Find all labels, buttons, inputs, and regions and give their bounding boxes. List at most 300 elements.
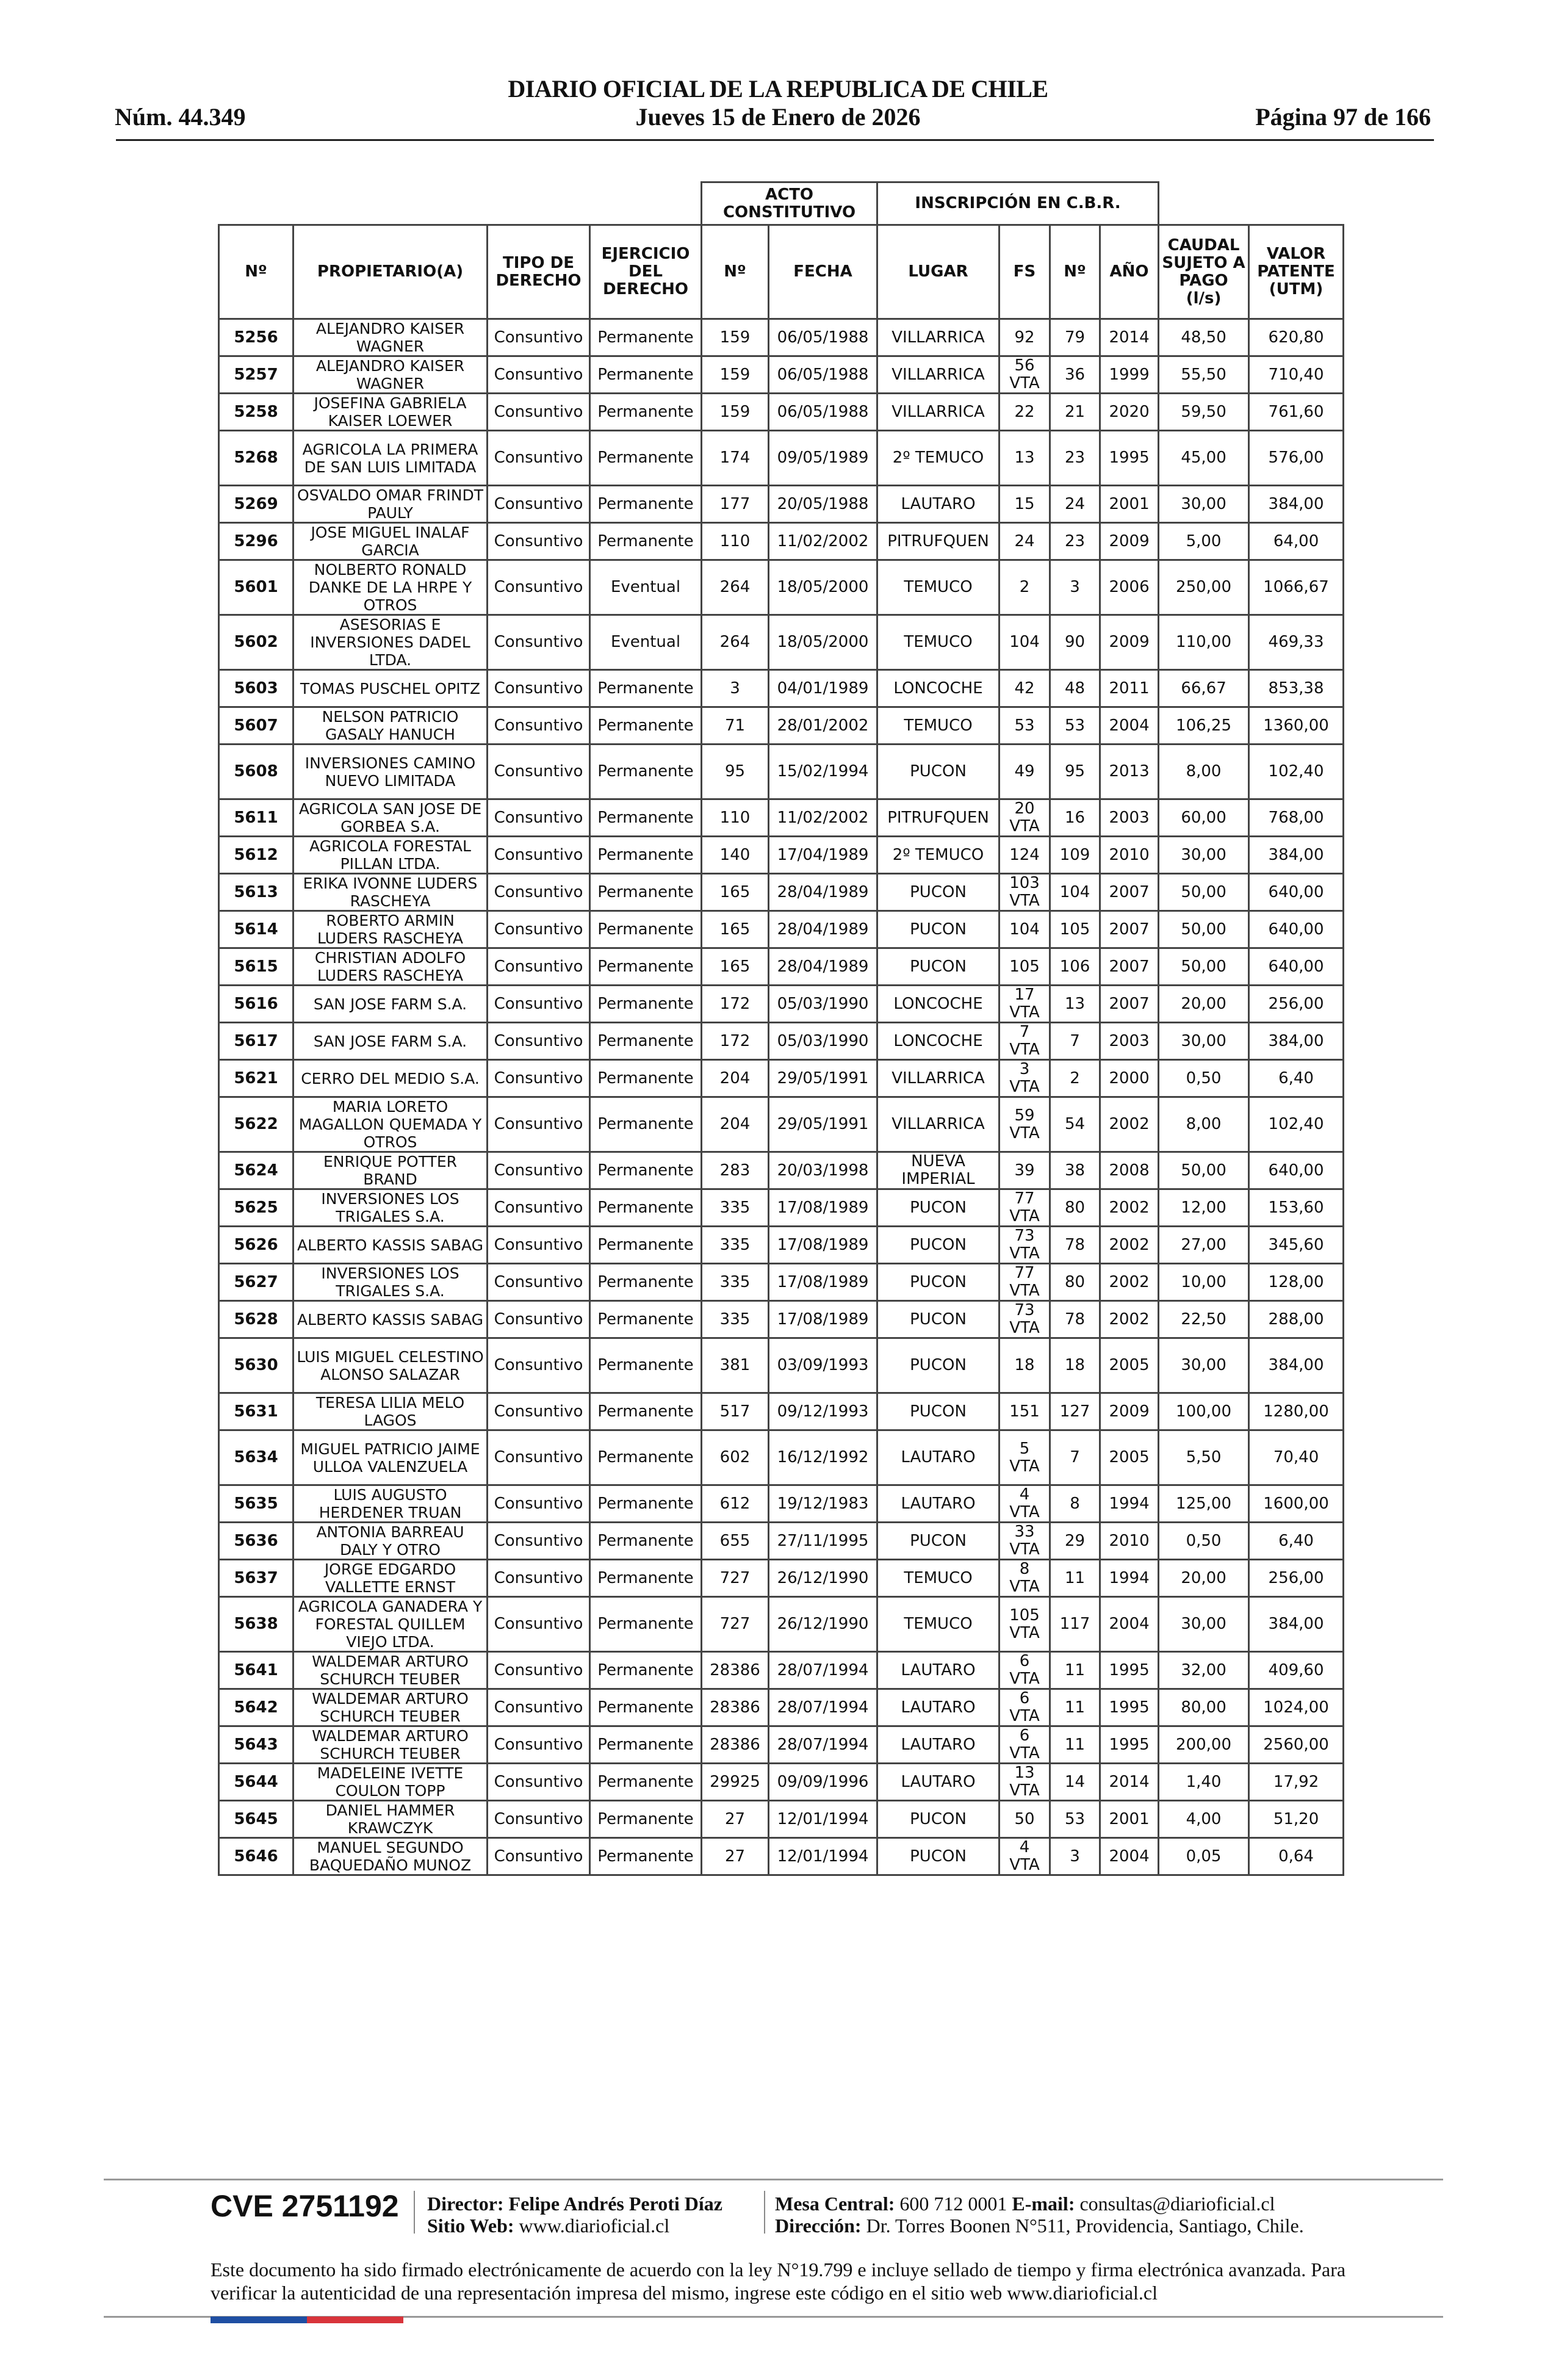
cell-valor-patente: 640,00 (1249, 1152, 1344, 1189)
cell-valor-patente: 469,33 (1249, 615, 1344, 670)
table-row (219, 1301, 1344, 1338)
cell-anio: 1994 (1100, 1485, 1159, 1523)
cell-acto-numero: 28386 (702, 1652, 769, 1689)
cell-fecha: 28/07/1994 (769, 1689, 877, 1726)
cell-inscripcion-numero: 90 (1050, 615, 1100, 670)
cell-anio: 2013 (1100, 745, 1159, 799)
cell-propietario: CHRISTIAN ADOLFO LUDERS RASCHEYA (294, 948, 488, 986)
cell-anio: 2004 (1100, 1838, 1159, 1875)
flag-stripe-blue (211, 2317, 307, 2323)
cell-caudal: 1,40 (1159, 1764, 1249, 1801)
cell-valor-patente: 1066,67 (1249, 560, 1344, 615)
cell-caudal: 80,00 (1159, 1689, 1249, 1726)
newspaper-title: DIARIO OFICIAL DE LA REPUBLICA DE CHILE (508, 75, 1048, 103)
cell-inscripcion-numero: 109 (1050, 837, 1100, 874)
cell-fs: 6 VTA (1000, 1652, 1050, 1689)
cell-caudal: 66,67 (1159, 670, 1249, 707)
cell-anio: 2014 (1100, 1764, 1159, 1801)
cell-acto-numero: 110 (702, 523, 769, 560)
cell-anio: 2007 (1100, 986, 1159, 1023)
cell-lugar: PUCON (877, 745, 1000, 799)
table-row (219, 1264, 1344, 1301)
table-row (219, 1523, 1344, 1560)
cell-lugar: PUCON (877, 911, 1000, 948)
cell-acto-numero: 159 (702, 394, 769, 431)
table-row (219, 745, 1344, 799)
cell-valor-patente: 768,00 (1249, 799, 1344, 837)
footer-contact-block (775, 2193, 1304, 2237)
cell-lugar: VILLARRICA (877, 1060, 1000, 1097)
cell-acto-numero: 174 (702, 431, 769, 486)
cell-numero: 5621 (219, 1060, 294, 1097)
cell-inscripcion-numero: 80 (1050, 1264, 1100, 1301)
cell-tipo-derecho: Consuntivo (488, 1689, 590, 1726)
cell-caudal: 200,00 (1159, 1726, 1249, 1764)
cell-numero: 5622 (219, 1097, 294, 1152)
cell-anio: 2007 (1100, 911, 1159, 948)
table-row (219, 986, 1344, 1023)
cell-lugar: PUCON (877, 1393, 1000, 1430)
cell-fs: 103 VTA (1000, 874, 1050, 911)
cell-fecha: 27/11/1995 (769, 1523, 877, 1560)
cell-valor-patente: 384,00 (1249, 486, 1344, 523)
issue-number: Núm. 44.349 (115, 103, 246, 131)
cell-acto-numero: 27 (702, 1801, 769, 1838)
cell-fs: 3 VTA (1000, 1060, 1050, 1097)
mesa-phone: 600 712 0001 (899, 2193, 1007, 2215)
cell-lugar: PUCON (877, 1264, 1000, 1301)
cell-fs: 15 (1000, 486, 1050, 523)
cell-fecha: 03/09/1993 (769, 1338, 877, 1393)
cell-ejercicio: Permanente (590, 1189, 702, 1227)
cell-fs: 6 VTA (1000, 1726, 1050, 1764)
cell-fecha: 17/08/1989 (769, 1227, 877, 1264)
cell-propietario: INVERSIONES CAMINO NUEVO LIMITADA (294, 745, 488, 799)
cell-inscripcion-numero: 3 (1050, 560, 1100, 615)
col-numero: Nº (219, 225, 294, 319)
cell-propietario: TOMAS PUSCHEL OPITZ (294, 670, 488, 707)
cell-valor-patente: 6,40 (1249, 1523, 1344, 1560)
cell-anio: 2020 (1100, 394, 1159, 431)
cell-fs: 39 (1000, 1152, 1050, 1189)
table-row (219, 1726, 1344, 1764)
cell-caudal: 59,50 (1159, 394, 1249, 431)
cell-lugar: LAUTARO (877, 1485, 1000, 1523)
email-label: E-mail: (1012, 2193, 1075, 2215)
cell-acto-numero: 172 (702, 1023, 769, 1060)
cell-fecha: 20/05/1988 (769, 486, 877, 523)
cell-ejercicio: Permanente (590, 1097, 702, 1152)
cell-tipo-derecho: Consuntivo (488, 1023, 590, 1060)
cell-tipo-derecho: Consuntivo (488, 911, 590, 948)
cell-fs: 42 (1000, 670, 1050, 707)
cell-ejercicio: Permanente (590, 1264, 702, 1301)
cell-fecha: 11/02/2002 (769, 799, 877, 837)
footer-separator (414, 2191, 415, 2234)
cell-numero: 5625 (219, 1189, 294, 1227)
cell-inscripcion-numero: 104 (1050, 874, 1100, 911)
cell-numero: 5613 (219, 874, 294, 911)
table-row (219, 523, 1344, 560)
cell-caudal: 50,00 (1159, 911, 1249, 948)
cell-caudal: 106,25 (1159, 707, 1249, 745)
cell-anio: 2002 (1100, 1227, 1159, 1264)
cell-ejercicio: Permanente (590, 1689, 702, 1726)
cell-tipo-derecho: Consuntivo (488, 1430, 590, 1485)
table-row (219, 1023, 1344, 1060)
cell-valor-patente: 153,60 (1249, 1189, 1344, 1227)
cell-caudal: 30,00 (1159, 837, 1249, 874)
cell-numero: 5635 (219, 1485, 294, 1523)
cell-acto-numero: 602 (702, 1430, 769, 1485)
cell-lugar: LAUTARO (877, 1689, 1000, 1726)
cell-fecha: 06/05/1988 (769, 319, 877, 356)
cell-ejercicio: Permanente (590, 911, 702, 948)
cell-fs: 17 VTA (1000, 986, 1050, 1023)
table-row (219, 1430, 1344, 1485)
table-row (219, 874, 1344, 911)
cell-fs: 13 VTA (1000, 1764, 1050, 1801)
col-ejercicio: EJERCICIO DEL DERECHO (590, 225, 702, 319)
email-address[interactable]: consultas@diarioficial.cl (1079, 2193, 1275, 2215)
cell-propietario: LUIS AUGUSTO HERDENER TRUAN (294, 1485, 488, 1523)
cell-propietario: DANIEL HAMMER KRAWCZYK (294, 1801, 488, 1838)
cell-inscripcion-numero: 36 (1050, 356, 1100, 394)
cell-ejercicio: Permanente (590, 431, 702, 486)
cell-tipo-derecho: Consuntivo (488, 523, 590, 560)
cell-ejercicio: Permanente (590, 486, 702, 523)
cell-propietario: MADELEINE IVETTE COULON TOPP (294, 1764, 488, 1801)
cell-fs: 4 VTA (1000, 1485, 1050, 1523)
cell-numero: 5627 (219, 1264, 294, 1301)
cell-valor-patente: 640,00 (1249, 874, 1344, 911)
cell-numero: 5601 (219, 560, 294, 615)
cell-numero: 5626 (219, 1227, 294, 1264)
cell-lugar: TEMUCO (877, 1560, 1000, 1597)
cell-fecha: 05/03/1990 (769, 1023, 877, 1060)
cell-numero: 5608 (219, 745, 294, 799)
table-row (219, 615, 1344, 670)
cell-propietario: JORGE EDGARDO VALLETTE ERNST (294, 1560, 488, 1597)
cell-inscripcion-numero: 117 (1050, 1597, 1100, 1652)
header-divider (116, 139, 1434, 141)
cell-acto-numero: 655 (702, 1523, 769, 1560)
cell-inscripcion-numero: 127 (1050, 1393, 1100, 1430)
group-header-inscripcion: INSCRIPCIÓN EN C.B.R. (877, 182, 1159, 225)
cell-propietario: AGRICOLA FORESTAL PILLAN LTDA. (294, 837, 488, 874)
cell-inscripcion-numero: 29 (1050, 1523, 1100, 1560)
cell-valor-patente: 710,40 (1249, 356, 1344, 394)
cell-anio: 2009 (1100, 1393, 1159, 1430)
cell-valor-patente: 620,80 (1249, 319, 1344, 356)
cell-numero: 5637 (219, 1560, 294, 1597)
cell-ejercicio: Permanente (590, 1597, 702, 1652)
cell-inscripcion-numero: 95 (1050, 745, 1100, 799)
cell-fs: 77 VTA (1000, 1264, 1050, 1301)
cell-ejercicio: Permanente (590, 1485, 702, 1523)
cell-tipo-derecho: Consuntivo (488, 1560, 590, 1597)
cell-propietario: ALEJANDRO KAISER WAGNER (294, 356, 488, 394)
cell-lugar: LONCOCHE (877, 670, 1000, 707)
cell-valor-patente: 1280,00 (1249, 1393, 1344, 1430)
cell-fecha: 09/05/1989 (769, 431, 877, 486)
cell-propietario: ROBERTO ARMIN LUDERS RASCHEYA (294, 911, 488, 948)
cell-acto-numero: 159 (702, 319, 769, 356)
cell-propietario: AGRICOLA GANADERA Y FORESTAL QUILLEM VIEJO LTDA. (294, 1597, 488, 1652)
cell-ejercicio: Permanente (590, 986, 702, 1023)
cell-anio: 1999 (1100, 356, 1159, 394)
cell-lugar: 2º TEMUCO (877, 431, 1000, 486)
cell-lugar: LAUTARO (877, 1726, 1000, 1764)
cell-caudal: 0,50 (1159, 1523, 1249, 1560)
cell-fs: 4 VTA (1000, 1838, 1050, 1875)
cell-numero: 5602 (219, 615, 294, 670)
table-row (219, 911, 1344, 948)
cell-valor-patente: 640,00 (1249, 948, 1344, 986)
cell-anio: 2007 (1100, 948, 1159, 986)
footer-director-block (427, 2193, 722, 2237)
table-row (219, 486, 1344, 523)
cell-caudal: 8,00 (1159, 745, 1249, 799)
table-row (219, 1485, 1344, 1523)
cell-ejercicio: Permanente (590, 1060, 702, 1097)
cell-acto-numero: 283 (702, 1152, 769, 1189)
cell-lugar: PUCON (877, 1338, 1000, 1393)
cell-tipo-derecho: Consuntivo (488, 837, 590, 874)
table-row (219, 1597, 1344, 1652)
cell-lugar: PUCON (877, 1523, 1000, 1560)
cell-inscripcion-numero: 11 (1050, 1726, 1100, 1764)
table-row (219, 560, 1344, 615)
cell-inscripcion-numero: 11 (1050, 1652, 1100, 1689)
cell-fs: 49 (1000, 745, 1050, 799)
cell-inscripcion-numero: 7 (1050, 1430, 1100, 1485)
cell-anio: 2003 (1100, 1023, 1159, 1060)
cell-numero: 5614 (219, 911, 294, 948)
cell-ejercicio: Eventual (590, 615, 702, 670)
cell-acto-numero: 3 (702, 670, 769, 707)
cell-fecha: 15/02/1994 (769, 745, 877, 799)
cell-ejercicio: Permanente (590, 1652, 702, 1689)
cell-tipo-derecho: Consuntivo (488, 1060, 590, 1097)
table-row (219, 1338, 1344, 1393)
cell-numero: 5643 (219, 1726, 294, 1764)
cell-valor-patente: 384,00 (1249, 1338, 1344, 1393)
cell-lugar: LAUTARO (877, 486, 1000, 523)
cell-fs: 7 VTA (1000, 1023, 1050, 1060)
cell-fecha: 28/01/2002 (769, 707, 877, 745)
cell-lugar: PUCON (877, 1838, 1000, 1875)
cell-tipo-derecho: Consuntivo (488, 1189, 590, 1227)
cell-propietario: WALDEMAR ARTURO SCHURCH TEUBER (294, 1689, 488, 1726)
cell-acto-numero: 335 (702, 1264, 769, 1301)
table-body (219, 319, 1344, 1875)
director-name: Felipe Andrés Peroti Díaz (508, 2193, 722, 2215)
cell-fs: 2 (1000, 560, 1050, 615)
cell-fecha: 12/01/1994 (769, 1801, 877, 1838)
cell-fecha: 12/01/1994 (769, 1838, 877, 1875)
cell-numero: 5638 (219, 1597, 294, 1652)
table-header (219, 182, 1344, 319)
cell-propietario: AGRICOLA LA PRIMERA DE SAN LUIS LIMITADA (294, 431, 488, 486)
table-row (219, 1560, 1344, 1597)
cell-acto-numero: 28386 (702, 1726, 769, 1764)
cell-inscripcion-numero: 24 (1050, 486, 1100, 523)
cell-fecha: 28/07/1994 (769, 1652, 877, 1689)
cell-fecha: 28/07/1994 (769, 1726, 877, 1764)
cell-fecha: 28/04/1989 (769, 911, 877, 948)
cell-numero: 5611 (219, 799, 294, 837)
cell-acto-numero: 165 (702, 911, 769, 948)
cell-fs: 124 (1000, 837, 1050, 874)
cell-ejercicio: Eventual (590, 560, 702, 615)
cell-propietario: NELSON PATRICIO GASALY HANUCH (294, 707, 488, 745)
cve-code: CVE 2751192 (211, 2189, 399, 2223)
cell-caudal: 50,00 (1159, 874, 1249, 911)
col-valor-patente: VALOR PATENTE (UTM) (1249, 225, 1344, 319)
cell-fs: 18 (1000, 1338, 1050, 1393)
cell-caudal: 8,00 (1159, 1097, 1249, 1152)
table-row (219, 1152, 1344, 1189)
cell-numero: 5269 (219, 486, 294, 523)
cell-lugar: LAUTARO (877, 1652, 1000, 1689)
cell-tipo-derecho: Consuntivo (488, 1301, 590, 1338)
cell-caudal: 60,00 (1159, 799, 1249, 837)
cell-tipo-derecho: Consuntivo (488, 799, 590, 837)
cell-caudal: 0,05 (1159, 1838, 1249, 1875)
cell-fecha: 26/12/1990 (769, 1597, 877, 1652)
site-url[interactable]: www.diarioficial.cl (519, 2215, 670, 2237)
cell-ejercicio: Permanente (590, 1301, 702, 1338)
cell-caudal: 32,00 (1159, 1652, 1249, 1689)
cell-tipo-derecho: Consuntivo (488, 745, 590, 799)
cell-acto-numero: 172 (702, 986, 769, 1023)
cell-caudal: 10,00 (1159, 1264, 1249, 1301)
table-row (219, 799, 1344, 837)
cell-tipo-derecho: Consuntivo (488, 1097, 590, 1152)
cell-fs: 104 (1000, 615, 1050, 670)
cell-acto-numero: 335 (702, 1227, 769, 1264)
cell-anio: 2005 (1100, 1338, 1159, 1393)
cell-acto-numero: 335 (702, 1189, 769, 1227)
cell-valor-patente: 288,00 (1249, 1301, 1344, 1338)
cell-anio: 2010 (1100, 837, 1159, 874)
cell-lugar: PUCON (877, 1801, 1000, 1838)
cell-numero: 5612 (219, 837, 294, 874)
cell-fecha: 06/05/1988 (769, 356, 877, 394)
table-row (219, 356, 1344, 394)
cell-ejercicio: Permanente (590, 1726, 702, 1764)
cell-caudal: 30,00 (1159, 486, 1249, 523)
cell-valor-patente: 256,00 (1249, 1560, 1344, 1597)
table-row (219, 1764, 1344, 1801)
table-row (219, 670, 1344, 707)
cell-numero: 5644 (219, 1764, 294, 1801)
cell-fecha: 29/05/1991 (769, 1097, 877, 1152)
cell-propietario: MIGUEL PATRICIO JAIME ULLOA VALENZUELA (294, 1430, 488, 1485)
cell-fs: 13 (1000, 431, 1050, 486)
cell-anio: 2003 (1100, 799, 1159, 837)
cell-fecha: 18/05/2000 (769, 615, 877, 670)
cell-propietario: INVERSIONES LOS TRIGALES S.A. (294, 1264, 488, 1301)
cell-inscripcion-numero: 7 (1050, 1023, 1100, 1060)
cell-ejercicio: Permanente (590, 1393, 702, 1430)
cell-acto-numero: 165 (702, 948, 769, 986)
cell-propietario: ALBERTO KASSIS SABAG (294, 1301, 488, 1338)
page-number: Página 97 de 166 (1255, 103, 1431, 131)
cell-numero: 5641 (219, 1652, 294, 1689)
cell-lugar: LAUTARO (877, 1764, 1000, 1801)
cell-numero: 5642 (219, 1689, 294, 1726)
cell-acto-numero: 140 (702, 837, 769, 874)
cell-anio: 2009 (1100, 523, 1159, 560)
cell-fecha: 17/08/1989 (769, 1301, 877, 1338)
cell-caudal: 27,00 (1159, 1227, 1249, 1264)
cell-valor-patente: 2560,00 (1249, 1726, 1344, 1764)
col-inscripcion-numero: Nº (1050, 225, 1100, 319)
cell-anio: 1995 (1100, 1726, 1159, 1764)
cell-numero: 5630 (219, 1338, 294, 1393)
cell-valor-patente: 128,00 (1249, 1264, 1344, 1301)
cell-ejercicio: Permanente (590, 523, 702, 560)
cell-tipo-derecho: Consuntivo (488, 1152, 590, 1189)
cell-fecha: 29/05/1991 (769, 1060, 877, 1097)
cell-lugar: TEMUCO (877, 615, 1000, 670)
cell-fs: 92 (1000, 319, 1050, 356)
cell-anio: 2005 (1100, 1430, 1159, 1485)
header-spacer-right (1159, 182, 1344, 225)
cell-anio: 2002 (1100, 1097, 1159, 1152)
cell-numero: 5603 (219, 670, 294, 707)
cell-lugar: PUCON (877, 948, 1000, 986)
cell-ejercicio: Permanente (590, 1523, 702, 1560)
cell-fs: 6 VTA (1000, 1689, 1050, 1726)
cell-tipo-derecho: Consuntivo (488, 394, 590, 431)
col-anio: AÑO (1100, 225, 1159, 319)
table-row (219, 1097, 1344, 1152)
cell-tipo-derecho: Consuntivo (488, 874, 590, 911)
cell-caudal: 50,00 (1159, 948, 1249, 986)
cell-lugar: TEMUCO (877, 1597, 1000, 1652)
cell-propietario: ANTONIA BARREAU DALY Y OTRO (294, 1523, 488, 1560)
table-row (219, 1227, 1344, 1264)
col-propietario: PROPIETARIO(A) (294, 225, 488, 319)
cell-acto-numero: 727 (702, 1560, 769, 1597)
cell-propietario: INVERSIONES LOS TRIGALES S.A. (294, 1189, 488, 1227)
cell-valor-patente: 409,60 (1249, 1652, 1344, 1689)
cell-caudal: 0,50 (1159, 1060, 1249, 1097)
cell-tipo-derecho: Consuntivo (488, 1838, 590, 1875)
cell-propietario: MANUEL SEGUNDO BAQUEDAÑO MUNOZ (294, 1838, 488, 1875)
cell-tipo-derecho: Consuntivo (488, 1523, 590, 1560)
cell-lugar: PUCON (877, 1301, 1000, 1338)
cell-ejercicio: Permanente (590, 1023, 702, 1060)
cell-propietario: AGRICOLA SAN JOSE DE GORBEA S.A. (294, 799, 488, 837)
cell-fecha: 06/05/1988 (769, 394, 877, 431)
cell-inscripcion-numero: 21 (1050, 394, 1100, 431)
cell-ejercicio: Permanente (590, 1430, 702, 1485)
mesa-label: Mesa Central: (775, 2193, 895, 2215)
cell-acto-numero: 27 (702, 1838, 769, 1875)
cell-valor-patente: 1360,00 (1249, 707, 1344, 745)
cell-fs: 151 (1000, 1393, 1050, 1430)
cell-anio: 2011 (1100, 670, 1159, 707)
cell-lugar: TEMUCO (877, 560, 1000, 615)
cell-inscripcion-numero: 78 (1050, 1301, 1100, 1338)
cell-inscripcion-numero: 8 (1050, 1485, 1100, 1523)
cell-ejercicio: Permanente (590, 799, 702, 837)
cell-lugar: VILLARRICA (877, 394, 1000, 431)
